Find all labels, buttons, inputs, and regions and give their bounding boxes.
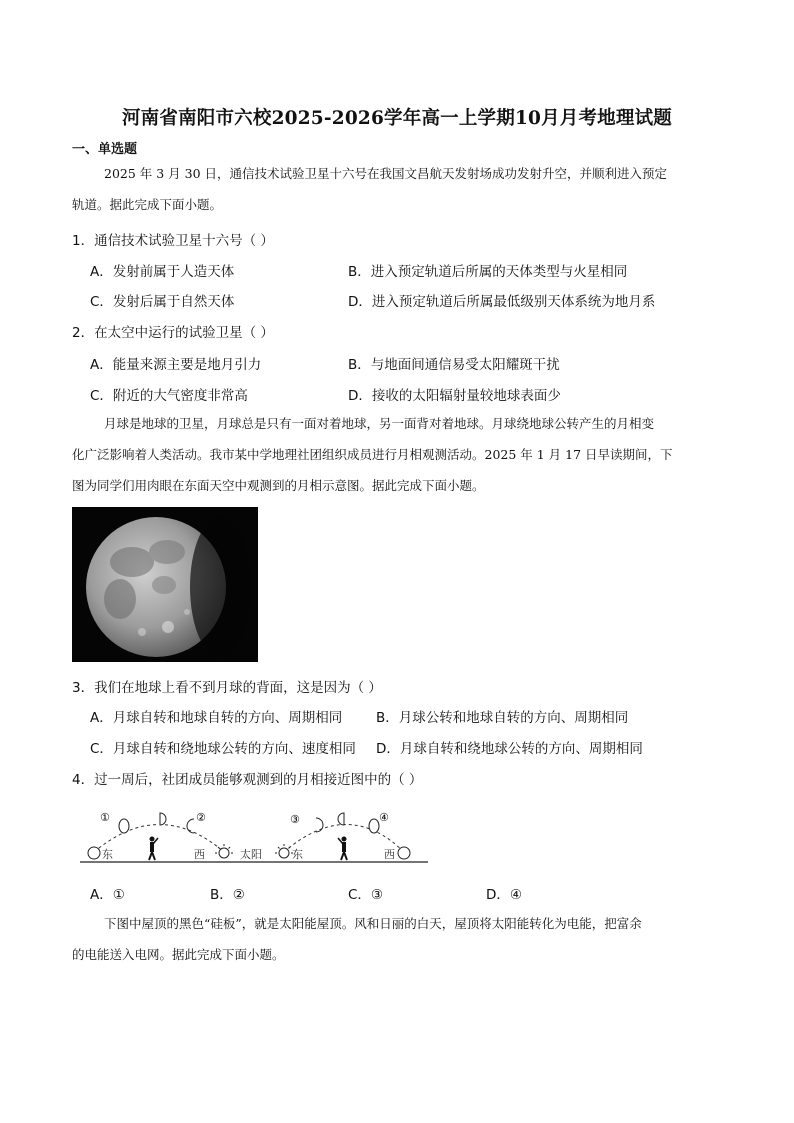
question-4-option-a[interactable]: A．①: [90, 887, 125, 903]
question-2-option-a[interactable]: A．能量来源主要是地月引力: [90, 357, 262, 373]
label-4: ④: [379, 811, 389, 824]
question-3-stem: 3．我们在地球上看不到月球的背面，这是因为（ ）: [72, 680, 382, 696]
question-3-option-b[interactable]: B．月球公转和地球自转的方向、周期相同: [376, 710, 629, 726]
moon-phase-diagram-svg: [72, 805, 432, 867]
question-4-option-b[interactable]: B．②: [210, 887, 245, 903]
passage-1: [72, 158, 722, 220]
label-sun: 太阳: [240, 848, 262, 861]
west-circle-right: [398, 847, 410, 859]
label-1: ①: [100, 811, 110, 824]
moon-phase-1-icon: [119, 819, 129, 833]
moon-phase-3-icon: [316, 818, 323, 832]
question-1-option-a[interactable]: A．发射前属于人造天体: [90, 264, 235, 280]
label-2: ②: [196, 811, 206, 824]
passage-3-line-2: 的电能送入电网。据此完成下面小题。: [72, 947, 285, 962]
question-2-option-b[interactable]: B．与地面间通信易受太阳耀斑干扰: [348, 357, 560, 373]
moon-phase-diagram: [72, 805, 432, 867]
passage-2-line-2: 化广泛影响着人类活动。我市某中学地理社团组织成员进行月相观测活动。2025 年 1 月 17 日早读期间，下: [72, 447, 673, 462]
question-4-stem: 4．过一周后，社团成员能够观测到的月相接近图中的（ ）: [72, 772, 423, 788]
passage-2-line-3: 图为同学们用肉眼在东面天空中观测到的月相示意图。据此完成下面小题。: [72, 478, 485, 493]
passage-2: [72, 408, 722, 501]
east-circle-left: [88, 847, 100, 859]
question-4-option-c[interactable]: C．③: [348, 887, 384, 903]
label-east-left: 东: [102, 848, 113, 861]
sun-icon-right: [275, 844, 293, 858]
half-moon-icon-right: [338, 813, 344, 825]
question-3-option-a[interactable]: A．月球自转和地球自转的方向、周期相同: [90, 710, 343, 726]
sun-icon-left: [215, 844, 233, 858]
question-3-option-c[interactable]: C．月球自转和绕地球公转的方向、速度相同: [90, 741, 356, 757]
moon-phase-4-icon: [369, 819, 379, 833]
label-east-right: 东: [292, 848, 303, 861]
question-2-option-d[interactable]: D．接收的太阳辐射量较地球表面少: [348, 388, 561, 404]
observer-icon-left: [149, 837, 158, 861]
question-1-stem: 1．通信技术试验卫星十六号（ ）: [72, 233, 274, 249]
label-west-left: 西: [194, 848, 205, 861]
question-1-option-b[interactable]: B．进入预定轨道后所属的天体类型与火星相同: [348, 264, 628, 280]
label-3: ③: [290, 813, 300, 826]
half-moon-icon-left: [154, 813, 166, 825]
passage-1-line-1: 2025 年 3 月 30 日，通信技术试验卫星十六号在我国文昌航天发射场成功发射升空，并顺利进入预定: [104, 166, 668, 181]
passage-3-line-1: 下图中屋顶的黑色“硅板”，就是太阳能屋顶。风和日丽的白天，屋顶将太阳能转化为电能，把富余: [104, 916, 642, 931]
observer-icon-right: [338, 837, 347, 861]
question-3-option-d[interactable]: D．月球自转和绕地球公转的方向、周期相同: [376, 741, 643, 757]
label-west-right: 西: [384, 848, 395, 861]
moon-photo-svg: [72, 507, 258, 662]
passage-3: [72, 908, 722, 970]
passage-2-line-1: 月球是地球的卫星，月球总是只有一面对着地球，另一面背对着地球。月球绕地球公转产生的月相变: [104, 416, 655, 431]
question-2-option-c[interactable]: C．附近的大气密度非常高: [90, 388, 248, 404]
question-1-option-c[interactable]: C．发射后属于自然天体: [90, 294, 235, 310]
section-heading: 一、单选题: [72, 142, 138, 157]
passage-1-line-2: 轨道。据此完成下面小题。: [72, 197, 223, 212]
moon-photo: [72, 507, 258, 662]
page-title: 河南省南阳市六校2025-2026学年高一上学期10月月考地理试题: [121, 108, 672, 129]
question-4-option-d[interactable]: D．④: [486, 887, 522, 903]
question-1-option-d[interactable]: D．进入预定轨道后所属最低级别天体系统为地月系: [348, 294, 656, 310]
question-2-stem: 2．在太空中运行的试验卫星（ ）: [72, 325, 274, 341]
